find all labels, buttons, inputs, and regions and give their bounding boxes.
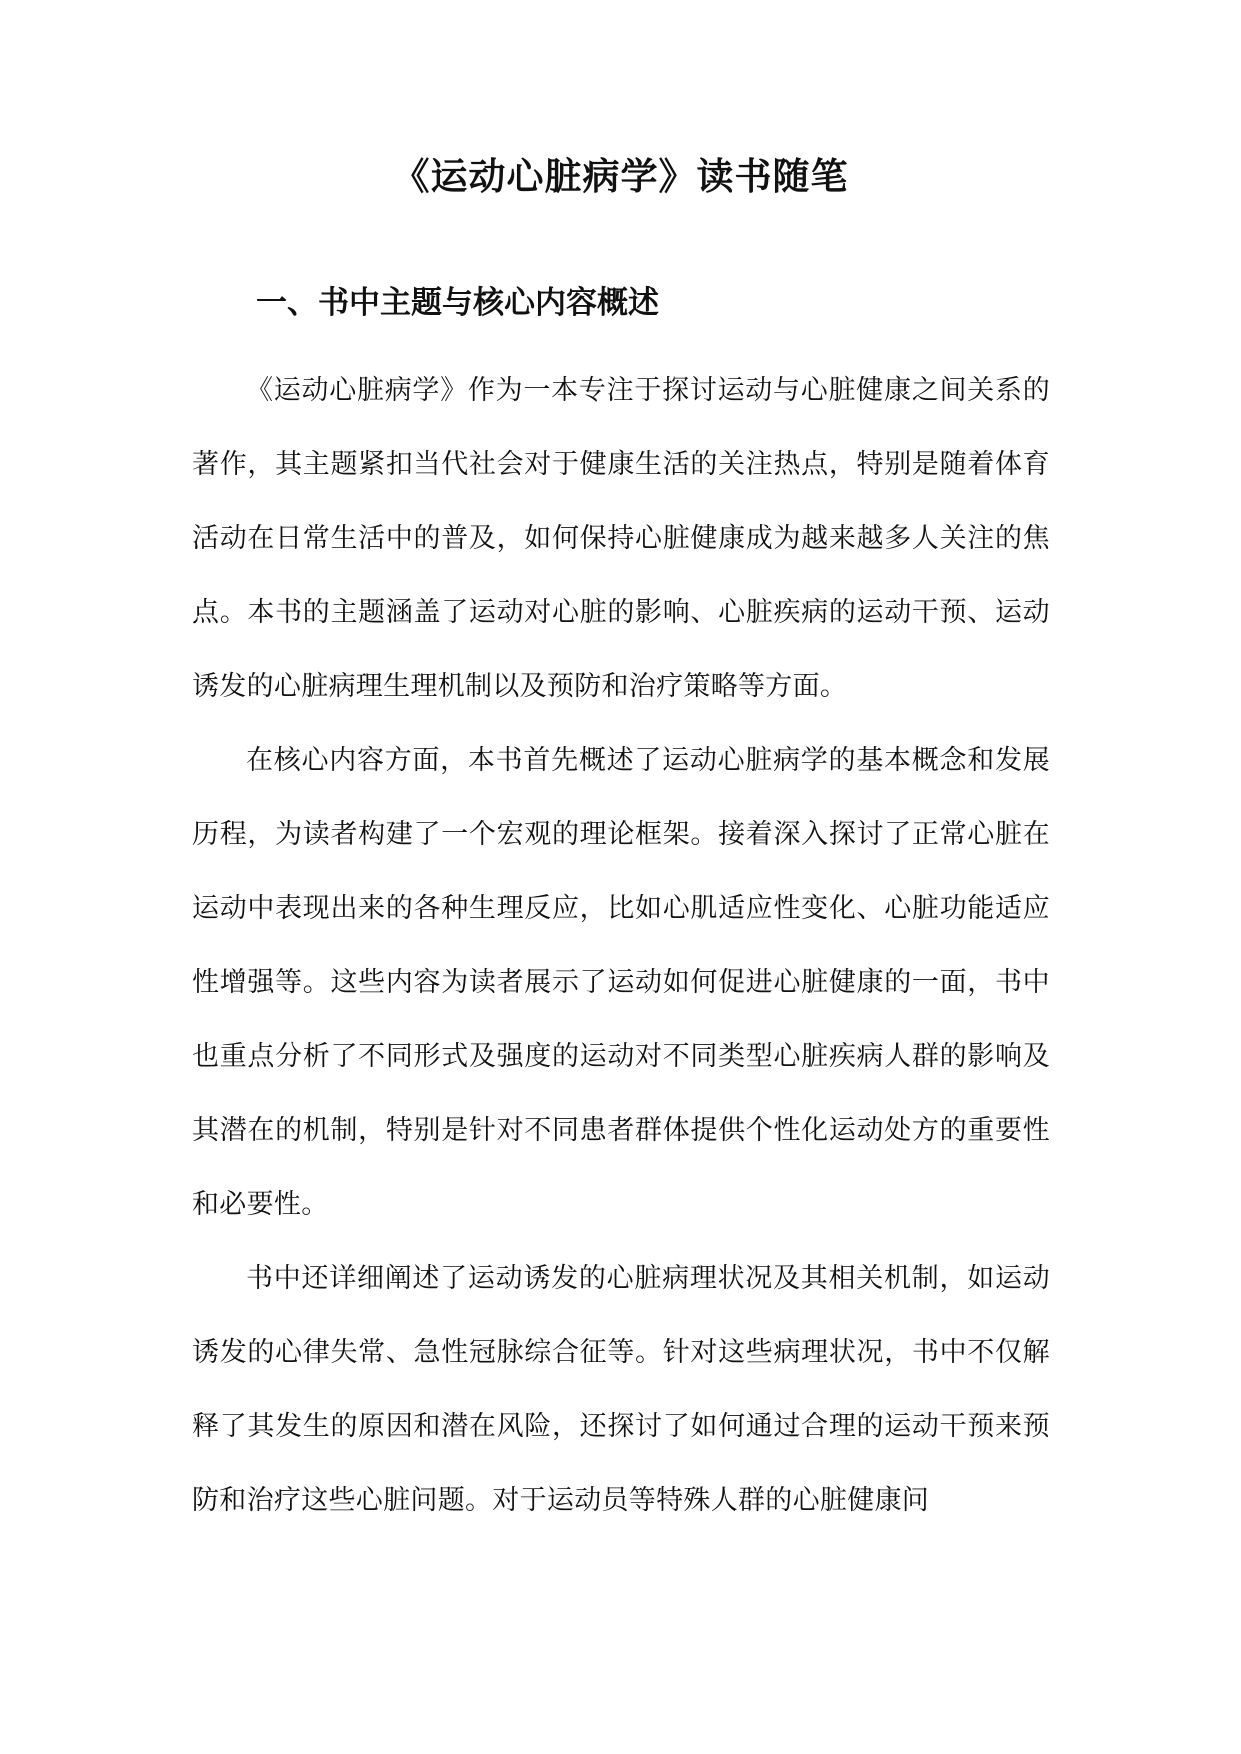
paragraph: 《运动心脏病学》作为一本专注于探讨运动与心脏健康之间关系的著作，其主题紧扣当代社会对于健康生活的关注热点，特别是随着体育活动在日常生活中的普及，如何保持心脏健康成为越来越多人关注的焦点。本书的主题涵盖了运动对心脏的影响、心脏疾病的运动干预、运动诱发的心脏病理生理机制以及预防和治疗策略等方面。 xyxy=(192,375,1050,702)
document-title: 《运动心脏病学》读书随笔 xyxy=(392,154,849,198)
section-heading: 一、书中主题与核心内容概述 xyxy=(256,285,659,321)
paragraph: 在核心内容方面，本书首先概述了运动心脏病学的基本概念和发展历程，为读者构建了一个宏观的理论框架。接着深入探讨了正常心脏在运动中表现出来的各种生理反应，比如心肌适应性变化、心脏功能适应性增强等。这些内容为读者展示了运动如何促进心脏健康的一面，书中也重点分析了不同形式及强度的运动对不同类型心脏疾病人群的影响及其潜在的机制，特别是针对不同患者群体提供个性化运动处方的重要性和必要性。 xyxy=(192,745,1050,1220)
document-body xyxy=(192,354,1050,1538)
paragraph: 书中还详细阐述了运动诱发的心脏病理状况及其相关机制，如运动诱发的心律失常、急性冠脉综合征等。针对这些病理状况，书中不仅解释了其发生的原因和潜在风险，还探讨了如何通过合理的运动干预来预防和治疗这些心脏问题。对于运动员等特殊人群的心脏健康问 xyxy=(192,1263,1050,1516)
